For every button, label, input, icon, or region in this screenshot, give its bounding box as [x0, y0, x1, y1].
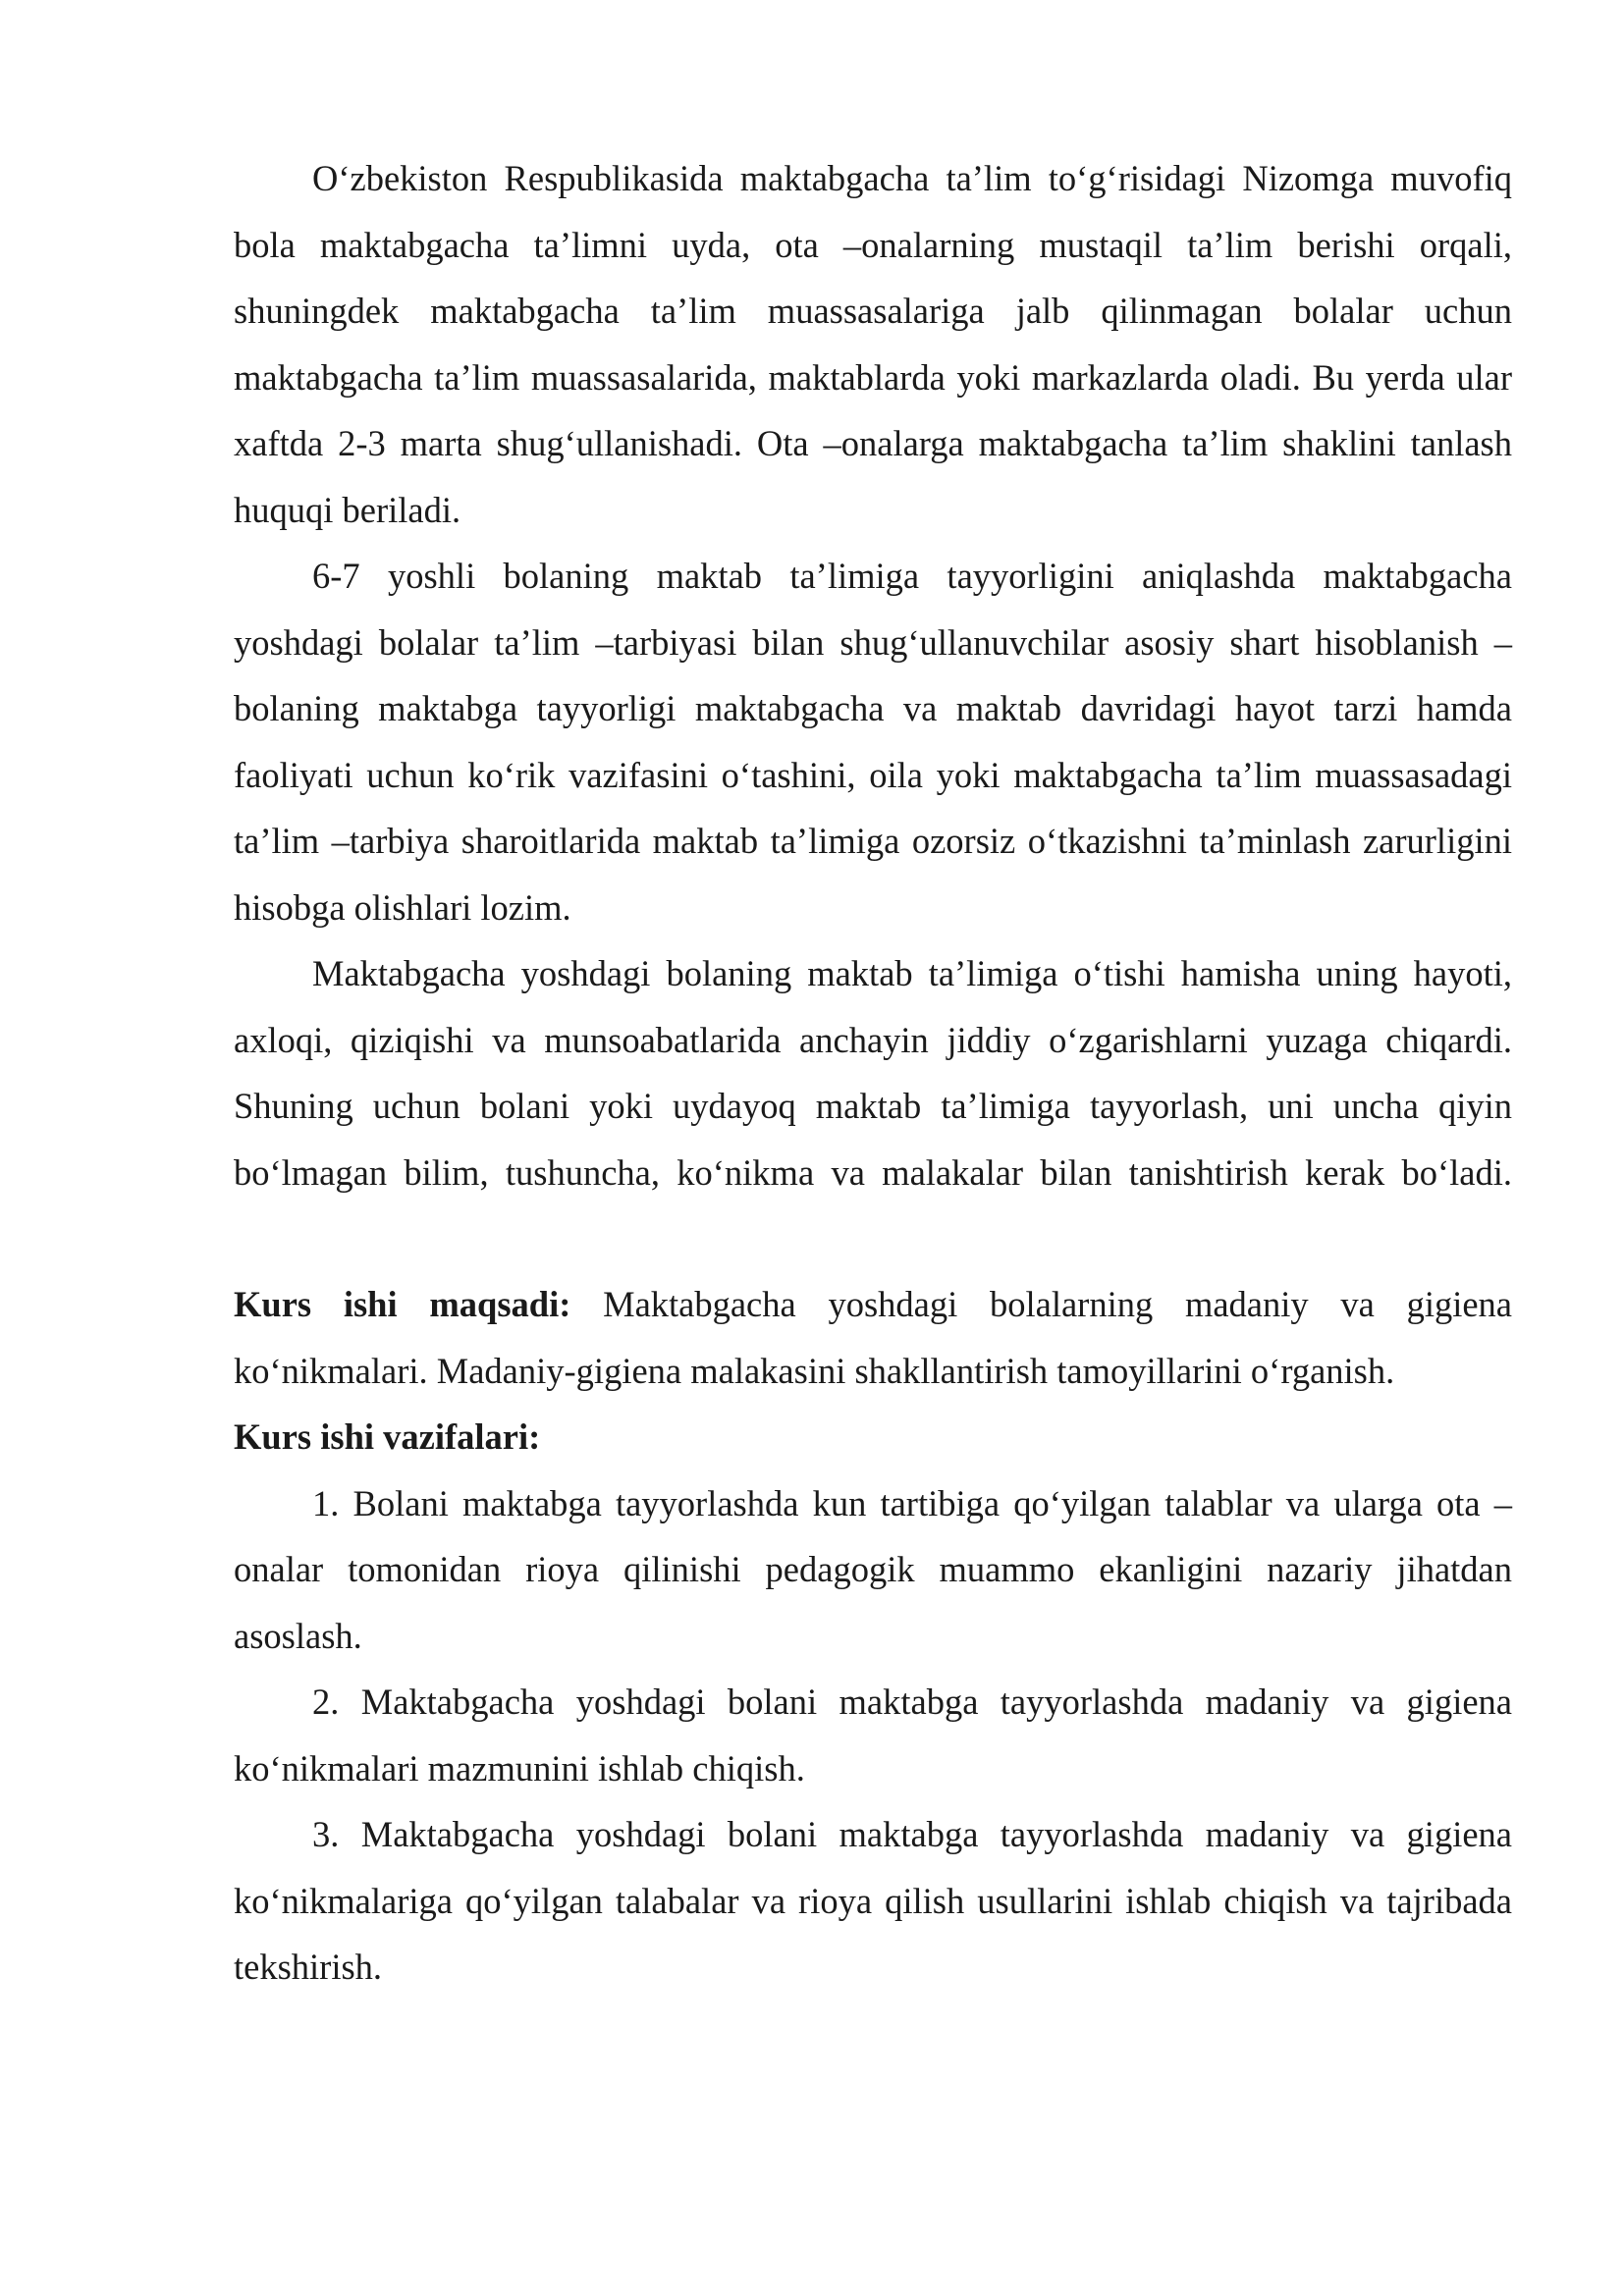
- task-item: 2. Maktabgacha yoshdagi bolani maktabga tayyorlashda madaniy va gigiena ko‘nikmalari mazmunini ishlab chiqish.: [234, 1682, 1512, 1789]
- document-page: [234, 145, 1512, 2001]
- paragraph-intro: O‘zbekiston Respublikasida maktabgacha ta’lim to‘g‘risidagi Nizomga muvofiq bola maktabgacha ta’limni uyda, ota –onalarning mustaqil ta’lim berishi orqali, shuningdek maktabgacha ta’lim muassasalariga jalb qilinmagan bolalar uchun maktabgacha ta’lim muassasalarida, maktablarda yoki markazlarda oladi. Bu yerda ular xaftda 2-3 marta shug‘ullanishadi. Ota –onalarga maktabgacha ta’lim shaklini tanlash huquqi beriladi.: [234, 158, 1512, 530]
- tasks-label: Kurs ishi vazifalari:: [234, 1416, 541, 1457]
- task-item: 1. Bolani maktabga tayyorlashda kun tartibiga qo‘yilgan talablar va ularga ota –onalar tomonidan rioya qilinishi pedagogik muammo ekanligini nazariy jihatdan asoslash.: [234, 1482, 1512, 1656]
- goal-text: Maktabgacha yoshdagi bolalarning madaniy va gigiena ko‘nikmalari. Madaniy-gigiena malakasini shakllantirish tamoyillarini o‘rganish.: [234, 1284, 1513, 1391]
- tasks-heading-paragraph: [234, 1404, 1512, 1470]
- goal-label: Kurs ishi maqsadi:: [234, 1284, 571, 1324]
- goal-paragraph: [234, 1271, 1512, 1404]
- section-gap: [234, 1205, 1512, 1271]
- paragraph-readiness: 6-7 yoshli bolaning maktab ta’limiga tayyorligini aniqlashda maktabgacha yoshdagi bolalar ta’lim –tarbiyasi bilan shug‘ullanuvchilar asosiy shart hisoblanish – bolaning maktabga tayyorligi maktabgacha va maktab davridagi hayot tarzi hamda faoliyati uchun ko‘rik vazifasini o‘tashini, oila yoki maktabgacha ta’lim muassasadagi ta’lim –tarbiya sharoitlarida maktab ta’limiga ozorsiz o‘tkazishni ta’minlash zarurligini hisobga olishlari lozim.: [234, 556, 1512, 928]
- task-item: 3. Maktabgacha yoshdagi bolani maktabga tayyorlashda madaniy va gigiena ko‘nikmalariga qo‘yilgan talabalar va rioya qilish usullarini ishlab chiqish va tajribada tekshirish.: [234, 1814, 1512, 1987]
- paragraph-transition: Maktabgacha yoshdagi bolaning maktab ta’limiga o‘tishi hamisha uning hayoti, axloqi, qiziqishi va munsoabatlarida anchayin jiddiy o‘zgarishlarni yuzaga chiqardi. Shuning uchun bolani yoki uydayoq maktab ta’limiga tayyorlash, uni uncha qiyin bo‘lmagan bilim, tushuncha, ko‘nikma va malakalar bilan tanishtirish kerak bo‘ladi.: [234, 953, 1512, 1193]
